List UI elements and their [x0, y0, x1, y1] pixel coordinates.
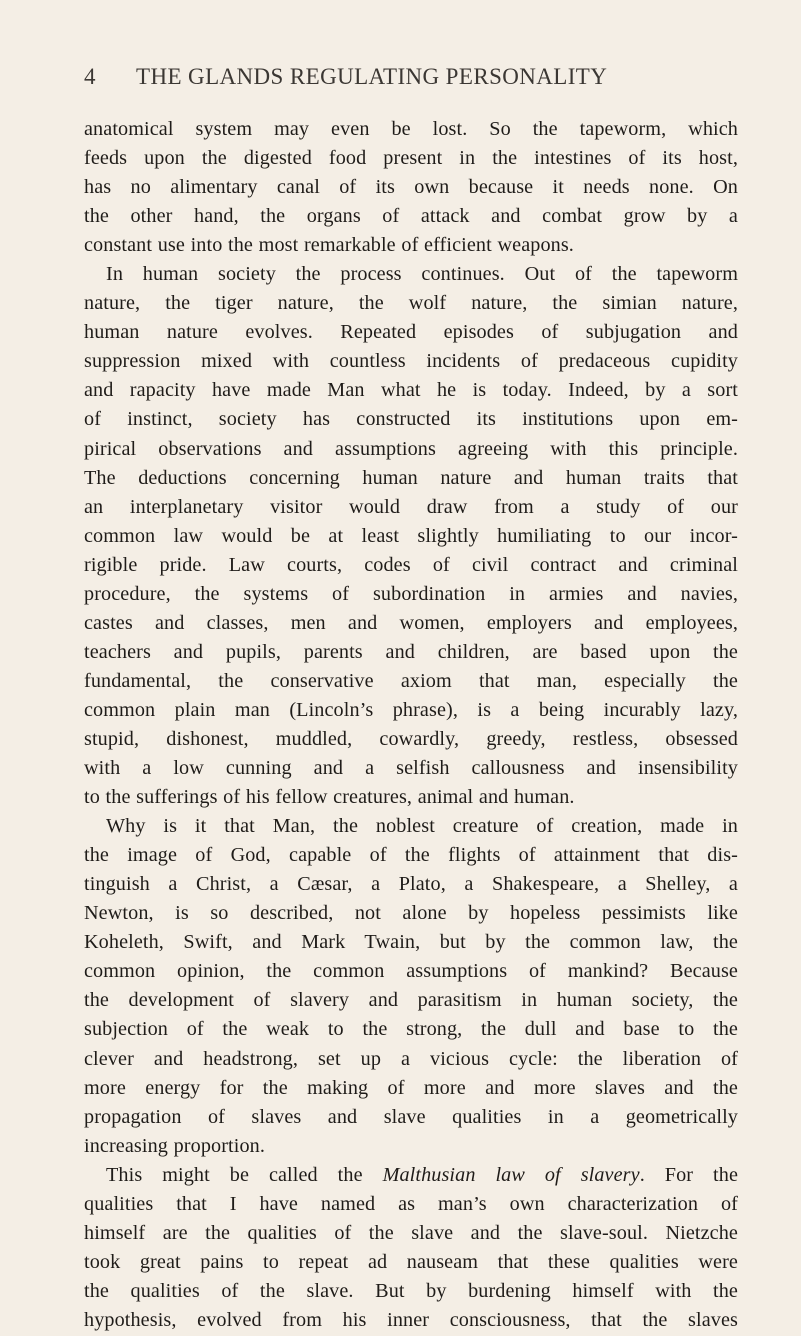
- text-line: procedure, the systems of subordination in armies and navies,: [84, 582, 738, 605]
- text-line: the image of God, capable of the flights of attainment that dis-: [84, 844, 738, 867]
- text-line: hypothesis, evolved from his inner consciousness, that the slaves: [84, 1308, 738, 1331]
- text-line: constant use into the most remarkable of efficient weapons.: [84, 234, 574, 257]
- text-line: more energy for the making of more and more slaves and the: [84, 1076, 738, 1099]
- running-title: THE GLANDS REGULATING PERSONALITY: [136, 64, 608, 89]
- text-line: human nature evolves. Repeated episodes of subjugation and: [84, 321, 738, 344]
- paragraph-start-line: Why is it that Man, the noblest creature of creation, made in: [106, 815, 738, 838]
- text-line: Koheleth, Swift, and Mark Twain, but by the common law, the: [84, 931, 738, 954]
- text-line: nature, the tiger nature, the wolf nature, the simian nature,: [84, 292, 738, 315]
- text-line: The deductions concerning human nature and human traits that: [84, 466, 738, 489]
- text-line: took great pains to repeat ad nauseam that these qualities were: [84, 1250, 738, 1273]
- text-line: the qualities of the slave. But by burdening himself with the: [84, 1279, 738, 1302]
- text-line: increasing proportion.: [84, 1134, 265, 1157]
- text-line: rigible pride. Law courts, codes of civil contract and criminal: [84, 553, 738, 576]
- text-line: teachers and pupils, parents and children, are based upon the: [84, 640, 738, 663]
- text-line: propagation of slaves and slave qualities in a geometrically: [84, 1105, 738, 1128]
- text-line: common law would be at least slightly humiliating to our incor-: [84, 524, 738, 547]
- text-line: has no alimentary canal of its own because it needs none. On: [84, 176, 738, 199]
- text-line: of instinct, society has constructed its institutions upon em-: [84, 408, 738, 431]
- text-line: subjection of the weak to the strong, the dull and base to the: [84, 1018, 738, 1041]
- paragraph-start-line: [84, 1161, 738, 1190]
- text-line: common plain man (Lincoln’s phrase), is a being incurably lazy,: [84, 698, 738, 721]
- text-line: common opinion, the common assumptions of mankind? Because: [84, 960, 738, 983]
- text-line: Newton, is so described, not alone by hopeless pessimists like: [84, 902, 738, 925]
- text-line: feeds upon the digested food present in the intestines of its host,: [84, 147, 738, 170]
- text-line: anatomical system may even be lost. So the tapeworm, which: [84, 118, 738, 140]
- text-line: with a low cunning and a selfish callousness and insensibility: [84, 757, 738, 780]
- text-line: himself are the qualities of the slave and the slave-soul. Nietzche: [84, 1221, 738, 1244]
- text-line: castes and classes, men and women, employers and employees,: [84, 611, 738, 634]
- text-line: to the sufferings of his fellow creatures, animal and human.: [84, 786, 575, 809]
- italic-term: Malthusian law of slavery: [382, 1163, 640, 1186]
- text-line: an interplanetary visitor would draw from a study of our: [84, 495, 738, 518]
- text-line: suppression mixed with countless incidents of predaceous cupidity: [84, 350, 738, 373]
- line-text: This might be called the: [106, 1163, 383, 1186]
- page-number: 4: [84, 64, 96, 89]
- body-text: [84, 115, 738, 1335]
- paragraph-start-line: In human society the process continues. Out of the tapeworm: [106, 263, 738, 286]
- text-line: tinguish a Christ, a Cæsar, a Plato, a Shakespeare, a Shelley, a: [84, 873, 738, 896]
- text-line: fundamental, the conservative axiom that man, especially the: [84, 669, 738, 692]
- text-line: stupid, dishonest, muddled, cowardly, greedy, restless, obsessed: [84, 727, 738, 750]
- text-line: qualities that I have named as man’s own characterization of: [84, 1192, 738, 1215]
- text-line: and rapacity have made Man what he is today. Indeed, by a sort: [84, 379, 738, 402]
- running-head: [84, 64, 724, 94]
- text-line: the other hand, the organs of attack and combat grow by a: [84, 205, 738, 228]
- text-line: clever and headstrong, set up a vicious cycle: the liberation of: [84, 1047, 738, 1070]
- text-line: pirical observations and assumptions agreeing with this principle.: [84, 437, 738, 460]
- text-line: the development of slavery and parasitism in human society, the: [84, 989, 738, 1012]
- line-text: . For the: [639, 1163, 739, 1186]
